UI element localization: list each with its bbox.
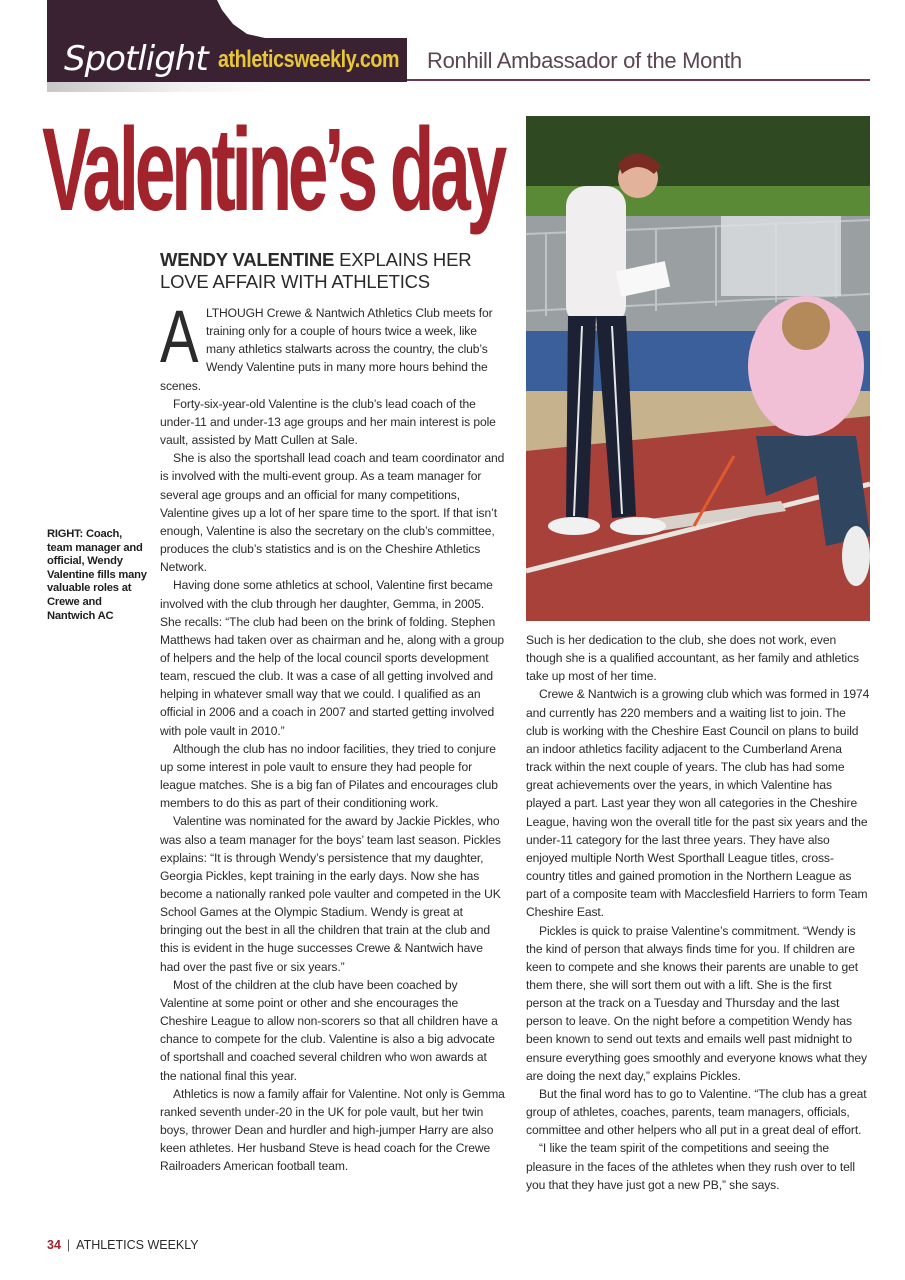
article-paragraph: But the final word has to go to Valentine. “The club has a great group of athletes, coaches, parents, team managers, officials, committee and other helpers who all put in a great deal of effort. — [526, 1086, 867, 1138]
publication-name: ATHLETICS WEEKLY — [76, 1238, 199, 1252]
article-paragraph: Having done some athletics at school, Valentine first became involved with the club through her daughter, Gemma, in 2005. She recalls: “The club had been on the brink of folding. Stephen Matthews had taken over as chairman and he, along with a group of helpers and the help of the local council sports development team, rescued the club. It was a case of all getting involved and helping in whatever small way that we could. I qualified as an official in 2006 and a coach in 2007 and started getting involved with pole vault in 2010.” — [160, 578, 505, 738]
article-paragraph: Such is her dedication to the club, she does not work, even though she is a qualified accountant, as her family and athletics take up most of her time. — [526, 633, 860, 684]
drop-cap: A — [160, 295, 199, 378]
section-title: Ronhill Ambassador of the Month — [427, 48, 742, 73]
page-number: 34 — [47, 1238, 61, 1252]
article-paragraph: “I like the team spirit of the competitions and seeing the pleasure in the faces of the athletes when they rush over to tell you that they have just got a new PB,” she says. — [526, 1141, 855, 1192]
footer-separator: | — [66, 1238, 71, 1252]
header-shadow — [47, 82, 277, 92]
article-paragraph: Valentine was nominated for the award by Jackie Pickles, who was also a team manager for the boys’ team last season. Pickles explains: “It is through Wendy’s persistence that my daughter, Georgia Pickles, kept training in the early days. Now she has become a nationally ranked pole vaulter and competed in the UK School Games at the Olympic Stadium. Wendy is great at bringing out the best in all the children that train at the club and this is evident in the huge successes Crewe & Nantwich have had over the past five or six years.” — [160, 814, 501, 974]
article-paragraph: Although the club has no indoor facilities, they tried to conjure up some interest in pole vault to ensure they had people for league matches. She is a big fan of Pilates and encourages club members to do this as part of their conditioning work. — [160, 741, 498, 811]
site-link[interactable]: athleticsweekly.com — [218, 46, 400, 73]
article-paragraph: LTHOUGH Crewe & Nantwich Athletics Club meets for training only for a couple of hours twice a week, like many athletics stalwarts across the country, the club’s Wendy Valentine puts in many more hours behind the scenes. — [160, 306, 493, 393]
article-paragraph: Forty-six-year-old Valentine is the club’s lead coach of the under-11 and under-13 age groups and her main interest is pole vault, assisted by Matt Cullen at Sale. — [160, 396, 496, 448]
photo-caption: RIGHT: Coach, team manager and official, Wendy Valentine fills many valuable roles at Crewe and Nantwich AC — [47, 528, 147, 622]
spotlight-label: Spotlight — [64, 39, 208, 79]
article-paragraph: Most of the children at the club have been coached by Valentine at some point or other and she encourages the Cheshire League to allow non-scorers so that all children have a chance to compete for the club. Valentine is also a big advocate of sportshall and coached several children who won awards at the national final this year. — [160, 977, 498, 1083]
standfirst — [160, 249, 500, 293]
page-footer — [47, 1237, 199, 1253]
header-rule — [407, 79, 870, 81]
article-column-1 — [160, 295, 505, 1176]
standfirst-text: EXPLAINS HER LOVE AFFAIR WITH ATHLETICS — [160, 249, 472, 292]
article-paragraph: Athletics is now a family affair for Valentine. Not only is Gemma ranked seventh under-20 in the UK for pole vault, but her twin boys, thrower Dean and hurdler and high-jumper Harry are also keen athletes. Her husband Steve is head coach for the Crewe Railroaders American football team. — [160, 1086, 505, 1174]
article-paragraph: She is also the sportshall lead coach and team coordinator and is involved with the multi-event group. As a team manager for several age groups and an official for many competitions, Valentine gives up a lot of her spare time to the sport. If that isn’t enough, Valentine is also the secretary on the club’s committee, produces the club’s statistics and is on the Cheshire Athletics Network. — [160, 451, 505, 575]
article-paragraph: Pickles is quick to praise Valentine’s commitment. “Wendy is the kind of person that always finds time for you. If children are keen to compete and she knows their parents are unable to get them there, she will sort them out with a lift. She is the first person at the track on a Tuesday and Thursday and the last person to leave. On the night before a competition Wendy has been known to send out texts and emails well past midnight to ensure everything goes smoothly and everyone knows what they are doing the next day,” explains Pickles. — [526, 923, 867, 1083]
standfirst-name: WENDY VALENTINE — [160, 249, 335, 270]
article-column-2 — [526, 631, 870, 1194]
article-paragraph: Crewe & Nantwich is a growing club which was formed in 1974 and currently has 220 members and a waiting list to join. The club is working with the Cheshire East Council on plans to build an indoor athletics facility adjacent to the Cumberland Arena track within the next couple of years. The club has had some great achievements over the years, in which Valentine has played a part. Last year they won all categories in the Cheshire League, having won the overall title for the past six years and the under-11 category for the last three years. They have also enjoyed multiple North West Sporthall League titles, cross-country titles and gained promotion in the Northern League as part of a composite team with Macclesfield Harriers to form Team Cheshire East. — [526, 687, 870, 920]
article-photo — [526, 116, 870, 621]
page-title: Valentine’s day — [42, 104, 503, 236]
